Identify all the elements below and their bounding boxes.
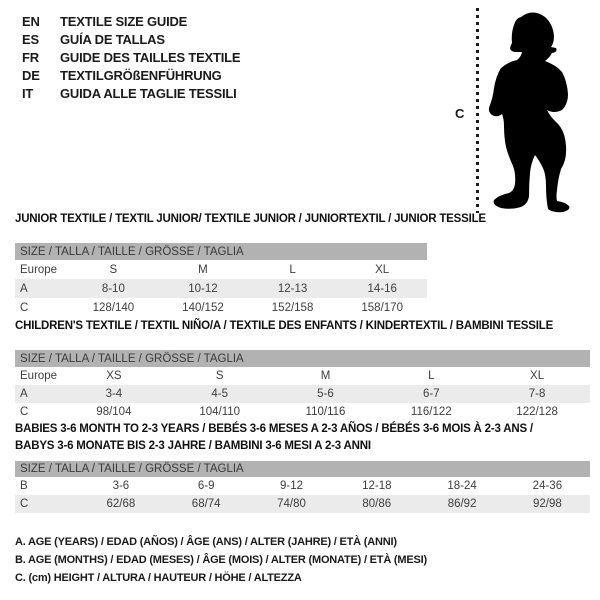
table-title: BABYS 3-6 MONATE BIS 2-3 JAHRE / BAMBINI 3-6 MESI A 2-3 ANNI	[15, 440, 371, 452]
table-cell: L	[428, 370, 435, 382]
language-title: TEXTILGRÖßENFÜHRUNG	[60, 67, 222, 83]
table-cell: 110/116	[305, 406, 346, 418]
table-cell: 62/68	[106, 498, 136, 510]
table-row	[15, 260, 427, 279]
baby-silhouette-icon	[478, 5, 588, 215]
language-code: ES	[22, 31, 39, 47]
table-cell: 14-16	[367, 282, 397, 295]
row-label: Europe	[20, 263, 58, 276]
table-row	[15, 385, 590, 403]
table-cell: XL	[375, 263, 390, 276]
table-cell: 18-24	[447, 480, 477, 492]
table-size-header: SIZE / TALLA / TAILLE / GRÖSSE / TAGLIA	[15, 350, 590, 367]
size-table-section	[15, 421, 590, 513]
table-cell: 4-5	[211, 388, 228, 400]
row-label: A	[20, 282, 28, 295]
language-title: GUIDA ALLE TAGLIE TESSILI	[60, 85, 237, 101]
footnote-line: C. (cm) HEIGHT / ALTURA / HAUTEUR / HÖHE / ALTEZZA	[15, 572, 302, 584]
row-label: C	[20, 406, 29, 418]
table-cell: 3-6	[112, 480, 130, 492]
table-cell: 7-8	[528, 388, 546, 400]
row-label: A	[20, 388, 28, 400]
language-row	[22, 66, 240, 84]
language-header	[22, 12, 240, 102]
table-cell: 12-18	[362, 480, 392, 492]
height-measure-label: C	[455, 106, 465, 121]
table-cell: 104/110	[199, 406, 241, 418]
table-cell: 128/140	[92, 301, 135, 314]
language-row	[22, 30, 240, 48]
language-row	[22, 48, 240, 66]
language-title: TEXTILE SIZE GUIDE	[60, 13, 188, 29]
table-cell: 24-36	[532, 480, 563, 492]
table-cell: 122/128	[516, 406, 558, 418]
table-cell: 92/98	[532, 498, 562, 510]
table-cell: S	[109, 263, 118, 276]
table-row	[15, 495, 590, 513]
table-cell: 158/170	[361, 301, 403, 314]
language-code: IT	[22, 85, 34, 101]
language-code: FR	[22, 49, 39, 65]
table-cell: 116/122	[410, 406, 452, 418]
language-code: EN	[22, 13, 40, 29]
table-cell: 86/92	[447, 498, 477, 510]
table-cell: 140/152	[182, 301, 224, 314]
table-row	[15, 298, 427, 317]
row-label: C	[20, 498, 29, 510]
row-label: Europe	[20, 370, 58, 382]
language-title: GUIDE DES TAILLES TEXTILE	[60, 49, 241, 65]
table-title: JUNIOR TEXTILE / TEXTIL JUNIOR/ TEXTILE JUNIOR / JUNIORTEXTIL / JUNIOR TESSILE	[15, 213, 486, 225]
table-title: CHILDREN'S TEXTILE / TEXTIL NIÑO/A / TEXTILE DES ENFANTS / KINDERTEXTIL / BAMBINI TESSILE	[15, 320, 554, 332]
table-cell: 10-12	[188, 282, 218, 295]
table-cell: 74/80	[277, 498, 306, 510]
table-cell: 68/74	[191, 498, 221, 510]
table-cell: 152/158	[271, 301, 314, 314]
table-row	[15, 403, 590, 421]
table-cell: 12-13	[277, 282, 308, 295]
table-cell: L	[289, 263, 296, 276]
table-size-header: SIZE / TALLA / TAILLE / GRÖSSE / TAGLIA	[15, 461, 590, 477]
table-cell: 5-6	[317, 388, 334, 400]
table-title: BABIES 3-6 MONTH TO 2-3 YEARS / BEBÉS 3-6 MESES A 2-3 AÑOS / BÉBÉS 3-6 MOIS À 2-3 ANS /	[15, 423, 533, 435]
table-row	[15, 477, 590, 495]
table-cell: 80/86	[362, 498, 392, 510]
table-row	[15, 367, 590, 385]
language-title: GUÍA DE TALLAS	[60, 31, 165, 47]
language-row	[22, 84, 240, 102]
table-row	[15, 279, 427, 298]
table-cell: 8-10	[101, 282, 125, 295]
table-cell: XS	[106, 370, 122, 382]
table-cell: S	[215, 370, 224, 382]
row-label: C	[20, 301, 29, 314]
table-cell: 98/104	[96, 406, 132, 418]
table-cell: 6-7	[422, 388, 440, 400]
table-cell: M	[198, 263, 208, 276]
table-cell: 3-4	[105, 388, 123, 400]
row-label: B	[20, 480, 28, 492]
table-cell: 6-9	[197, 480, 215, 492]
table-size-header: SIZE / TALLA / TAILLE / GRÖSSE / TAGLIA	[15, 243, 427, 260]
size-table-section	[15, 318, 590, 421]
size-table-section	[15, 211, 486, 317]
footnote-line: B. AGE (MONTHS) / EDAD (MESES) / ÂGE (MOIS) / ALTER (MONATE) / ETÀ (MESI)	[15, 554, 427, 566]
table-cell: 9-12	[279, 480, 303, 492]
table-cell: M	[320, 370, 331, 382]
language-row	[22, 12, 240, 30]
language-code: DE	[22, 67, 40, 83]
legend-footnotes	[15, 533, 427, 587]
footnote-line: A. AGE (YEARS) / EDAD (AÑOS) / ÂGE (ANS) / ALTER (JAHRE) / ETÀ (ANNI)	[15, 536, 397, 548]
table-cell: XL	[530, 370, 545, 382]
